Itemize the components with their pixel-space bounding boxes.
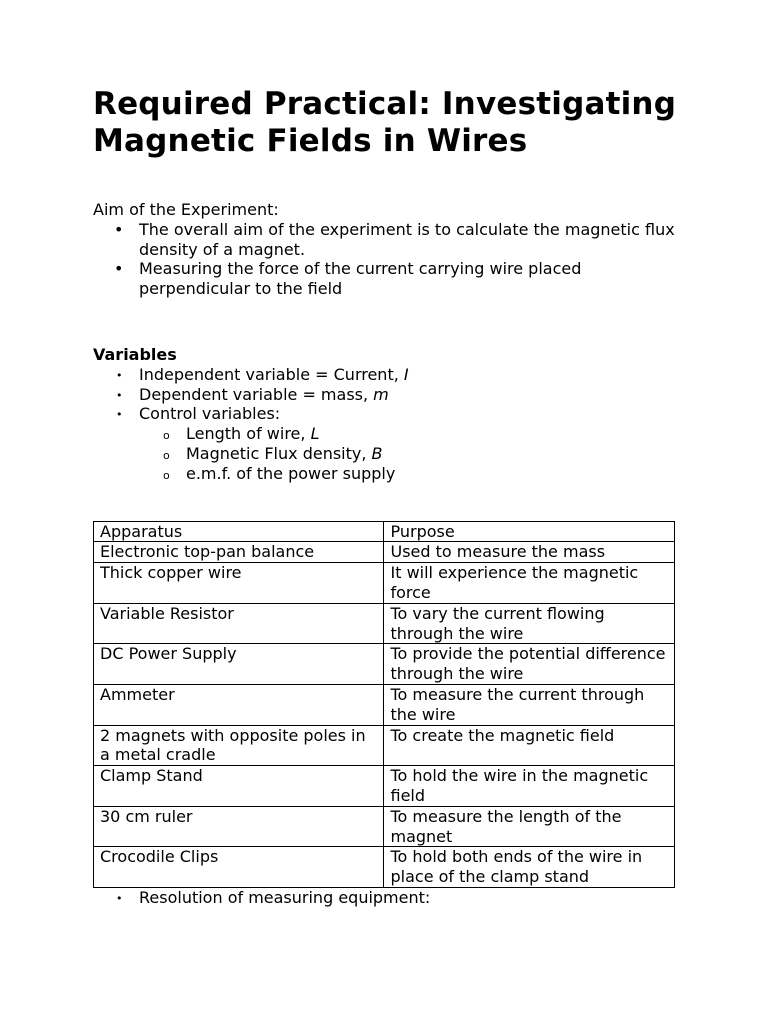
aim-point: • Measuring the force of the current carrying wire placed perpendicular to the field [93, 259, 693, 299]
table-row [94, 766, 675, 807]
table-row [94, 644, 675, 685]
control-variables-label: • Control variables: [93, 404, 693, 424]
purpose-cell: To vary the current flowing through the wire [384, 603, 675, 644]
resolution-list [93, 888, 693, 908]
control-variable-text: Magnetic Flux density, [186, 443, 372, 463]
independent-variable-text: Independent variable = Current, [139, 364, 404, 384]
control-variable [93, 424, 693, 444]
dependent-variable-text: Dependent variable = mass, [139, 384, 374, 404]
apparatus-cell: Variable Resistor [94, 603, 384, 644]
header-purpose: Purpose [384, 521, 675, 542]
apparatus-cell: Clamp Stand [94, 766, 384, 807]
table-row [94, 725, 675, 766]
purpose-cell: To hold both ends of the wire in place of the clamp stand [384, 847, 675, 888]
independent-variable-symbol: I [403, 364, 409, 384]
control-variable-text: e.m.f. of the power supply [186, 463, 396, 483]
page-title: Required Practical: Investigating Magnetic Fields in Wires [93, 86, 677, 159]
table-row [94, 563, 675, 604]
aim-point: • The overall aim of the experiment is to calculate the magnetic flux density of a magnet. [93, 220, 693, 260]
purpose-cell: To create the magnetic field [384, 725, 675, 766]
purpose-cell: To measure the current through the wire [384, 684, 675, 725]
purpose-cell: To provide the potential difference through the wire [384, 644, 675, 685]
table-row [94, 542, 675, 563]
table-row [94, 684, 675, 725]
control-variables-list [93, 424, 693, 483]
table-header-row [94, 521, 675, 542]
apparatus-cell: Ammeter [94, 684, 384, 725]
table-row [94, 847, 675, 888]
variables-list [93, 365, 693, 424]
control-variable [93, 444, 693, 464]
resolution-point: • Resolution of measuring equipment: [93, 888, 693, 908]
apparatus-cell: 30 cm ruler [94, 806, 384, 847]
control-variable [93, 464, 693, 484]
control-variable-text: Length of wire, [186, 424, 311, 444]
table-row [94, 806, 675, 847]
dependent-variable [93, 385, 693, 405]
apparatus-table [93, 521, 675, 888]
purpose-cell: To hold the wire in the magnetic field [384, 766, 675, 807]
apparatus-cell: Electronic top-pan balance [94, 542, 384, 563]
variables-heading: Variables [93, 344, 177, 364]
purpose-cell: Used to measure the mass [384, 542, 675, 563]
header-apparatus: Apparatus [94, 521, 384, 542]
apparatus-cell: Crocodile Clips [94, 847, 384, 888]
apparatus-cell: DC Power Supply [94, 644, 384, 685]
independent-variable [93, 365, 693, 385]
document-page [93, 86, 693, 908]
table-row [94, 603, 675, 644]
purpose-cell: To measure the length of the magnet [384, 806, 675, 847]
apparatus-cell: 2 magnets with opposite poles in a metal cradle [94, 725, 384, 766]
control-variable-symbol: L [310, 424, 320, 444]
purpose-cell: It will experience the magnetic force [384, 563, 675, 604]
aim-list [93, 220, 693, 299]
control-variable-symbol: B [371, 443, 383, 463]
dependent-variable-symbol: m [373, 384, 389, 404]
apparatus-cell: Thick copper wire [94, 563, 384, 604]
aim-label: Aim of the Experiment: [93, 200, 279, 219]
